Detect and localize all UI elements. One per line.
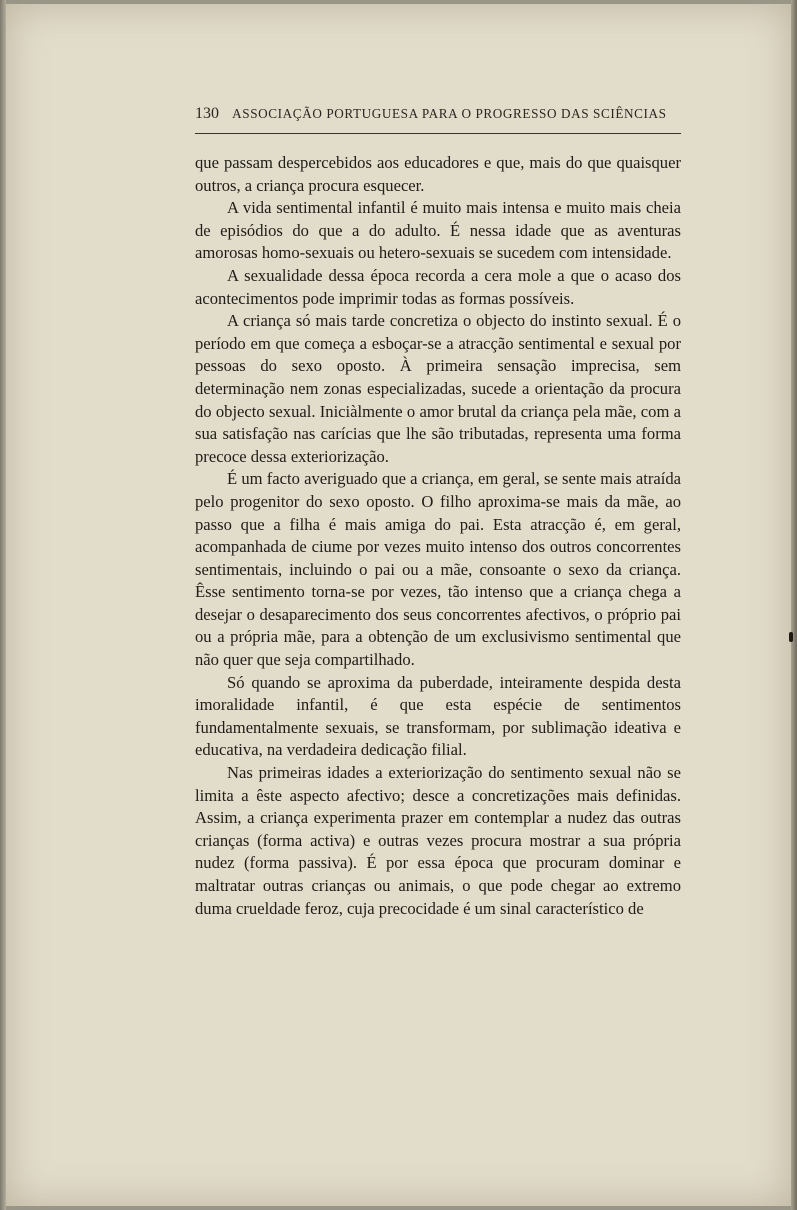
body-text	[195, 152, 681, 920]
right-page-edge	[791, 0, 797, 1210]
running-header	[195, 105, 681, 123]
page-number: 130	[195, 105, 219, 122]
paragraph: Nas primeiras idades a exteriorização do sentimento sexual não se limita a êste aspecto afectivo; desce a concretizações mais definidas. Assim, a criança experimenta prazer em contemplar a nudez das outras crianças (forma activa) e outras vezes procura mostrar a sua própria nudez (forma passiva). É por essa época que procuram dominar e maltratar outras crianças ou animais, o que pode chegar ao extremo duma crueldade feroz, cuja precocidade é um sinal característico de	[195, 763, 681, 918]
paragraph: É um facto averiguado que a criança, em geral, se sente mais atraída pelo progenitor do sexo oposto. O filho aproxima-se mais da mãe, ao passo que a filha é mais amiga do pai. Esta atracção é, em geral, acompanhada de ciume por vezes muito intenso dos outros concorrentes sentimentais, incluindo o pai ou a mãe, consoante o sexo da criança. Êsse sentimento torna-se por vezes, tão intenso que a criança chega a desejar o desaparecimento dos seus concorrentes afectivos, o próprio pai ou a própria mãe, para a obtenção de um exclusivismo sentimental que não quer que seja compartilhado.	[195, 469, 681, 670]
paragraph: A vida sentimental infantil é muito mais intensa e muito mais cheia de episódios do que a do adulto. É nessa idade que as aventuras amorosas homo-sexuais ou hetero-sexuais se sucedem com intensidade.	[195, 198, 681, 263]
header-rule	[195, 133, 681, 134]
paragraph: Só quando se aproxima da puberdade, inteiramente despida desta imoralidade infantil, é que esta espécie de sentimentos fundamentalmente sexuais, se transformam, por sublimação ideativa e educativa, na verdadeira dedicação filial.	[195, 672, 681, 760]
ink-spot	[789, 632, 793, 642]
paragraph: A criança só mais tarde concretiza o objecto do instinto sexual. É o período em que começa a esboçar-se a atracção sentimental e sexual por pessoas do sexo oposto. À primeira sensação imprecisa, sem determinação nem zonas especializadas, sucede a orientação da procura do objecto sexual. Iniciàlmente o amor brutal da criança pela mãe, com a sua satisfação nas carícias que lhe são tributadas, representa uma forma precoce dessa exteriorização.	[195, 311, 681, 466]
paragraph: A sexualidade dessa época recorda a cera mole a que o acaso dos acontecimentos pode imprimir todas as formas possíveis.	[195, 265, 681, 308]
paragraph: que passam despercebidos aos educadores e que, mais do que quaisquer outros, a criança procura esquecer.	[195, 153, 681, 195]
running-title: ASSOCIAÇÃO PORTUGUESA PARA O PROGRESSO DAS SCIÊNCIAS	[232, 106, 667, 121]
